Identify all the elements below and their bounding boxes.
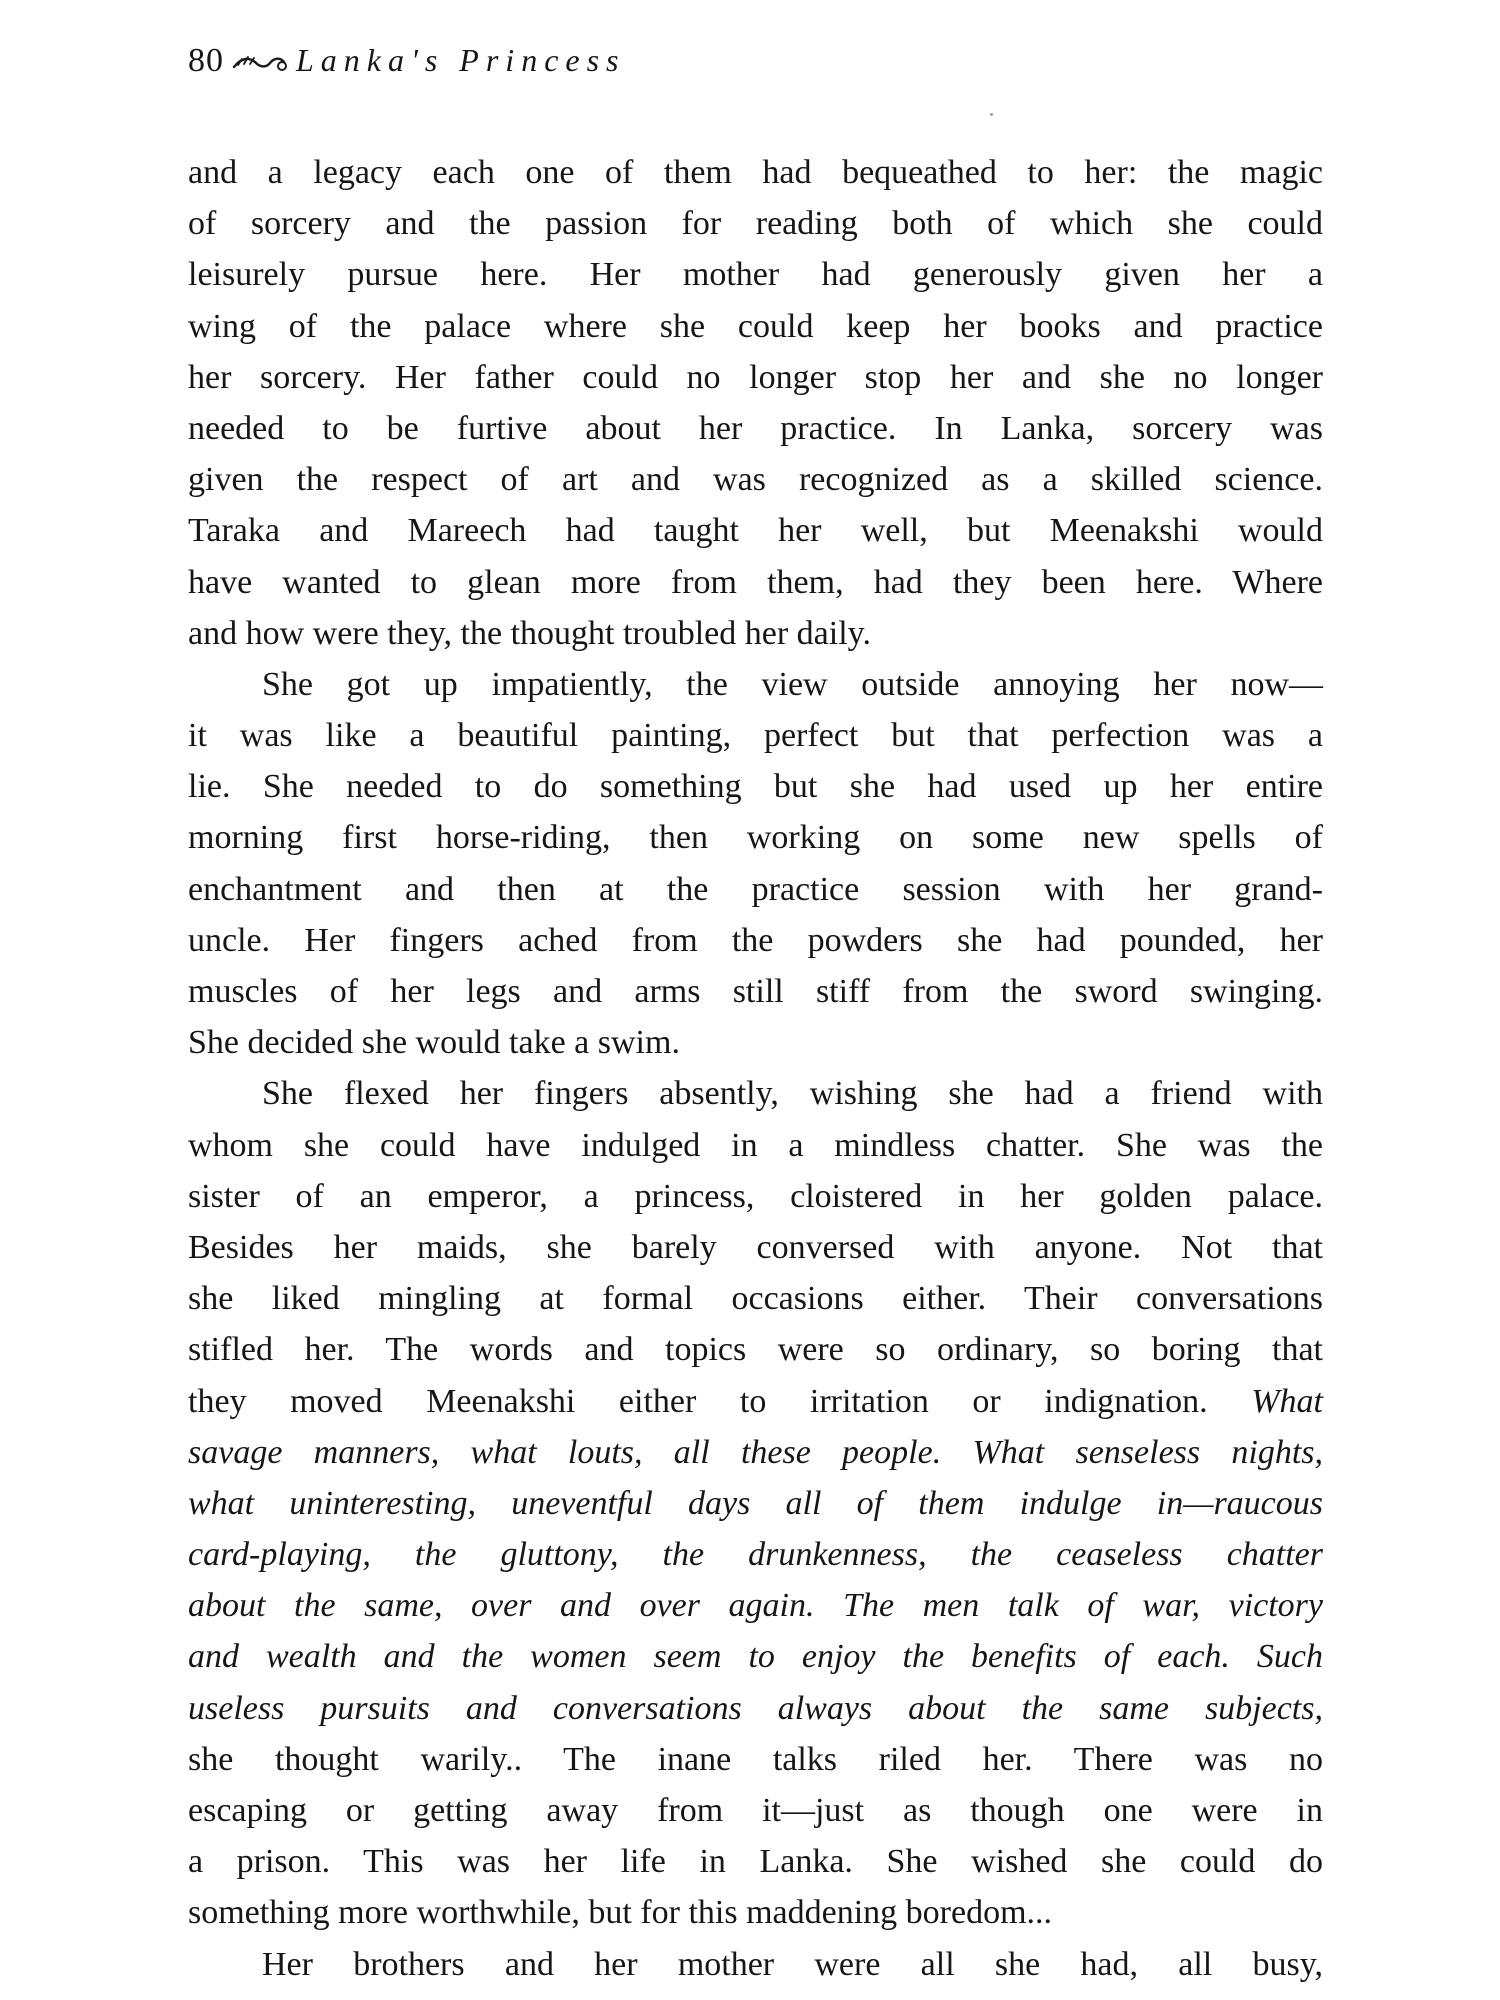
text-line: wing of the palace where she could keep her books and practice <box>188 307 1323 345</box>
text-line: have wanted to glean more from them, had they been here. Where <box>188 563 1323 601</box>
text-line: lie. She needed to do something but she had used up her entire <box>188 768 1323 806</box>
text-line: her sorcery. Her father could no longer stop her and she no longer <box>188 358 1323 396</box>
text-line: useless pursuits and conversations always about the same subjects, <box>188 1689 1323 1727</box>
text-line: a prison. This was her life in Lanka. She wished she could do <box>188 1843 1323 1881</box>
text-line: she liked mingling at formal occasions either. Their conversations <box>188 1280 1323 1318</box>
body-text <box>188 147 1323 1990</box>
text-line: what uninteresting, uneventful days all of them indulge in—raucous <box>188 1484 1323 1522</box>
text-line: and wealth and the women seem to enjoy the benefits of each. Such <box>188 1638 1323 1676</box>
text-line: Her brothers and her mother were all she had, all busy, <box>262 1945 1323 1983</box>
text-line: given the respect of art and was recognized as a skilled science. <box>188 461 1323 499</box>
text-line: muscles of her legs and arms still stiff from the sword swinging. <box>188 973 1323 1010</box>
text-line: about the same, over and over again. The men talk of war, victory <box>188 1587 1323 1625</box>
text-line: sister of an emperor, a princess, cloistered in her golden palace. <box>188 1177 1323 1215</box>
text-line: of sorcery and the passion for reading both of which she could <box>188 205 1323 243</box>
text-line: something more worthwhile, but for this maddening boredom... <box>188 1894 1053 1932</box>
text-line: it was like a beautiful painting, perfect but that perfection was a <box>188 717 1323 755</box>
text-line: needed to be furtive about her practice. In Lanka, sorcery was <box>188 409 1323 447</box>
running-header <box>188 36 626 85</box>
text-line: leisurely pursue here. Her mother had generously given her a <box>188 256 1323 294</box>
text-line: She decided she would take a swim. <box>188 1024 680 1062</box>
text-line: She flexed her fingers absently, wishing she had a friend with <box>262 1075 1323 1113</box>
text-line: uncle. Her fingers ached from the powders she had pounded, her <box>188 921 1323 959</box>
book-title: Lanka's Princess <box>296 42 626 78</box>
text-line: whom she could have indulged in a mindless chatter. She was the <box>188 1126 1323 1164</box>
text-line: and a legacy each one of them had bequeathed to her: the magic <box>188 154 1323 191</box>
text-line: enchantment and then at the practice session with her grand- <box>188 870 1323 908</box>
italic-segment: What <box>1251 1382 1324 1420</box>
text-line: Taraka and Mareech had taught her well, but Meenakshi would <box>188 512 1323 550</box>
text-line: Besides her maids, she barely conversed with anyone. Not that <box>188 1228 1323 1266</box>
text-line: She got up impatiently, the view outside annoying her now— <box>262 665 1323 703</box>
text-line: and how were they, the thought troubled her daily. <box>188 614 871 652</box>
text-line <box>188 1376 1323 1427</box>
text-line: escaping or getting away from it—just as though one were in <box>188 1792 1323 1829</box>
print-speck <box>990 113 993 116</box>
text-line: stifled her. The words and topics were so ordinary, so boring that <box>188 1331 1323 1369</box>
text-line: morning first horse-riding, then working on some new spells of <box>188 819 1323 857</box>
text-segment: they moved Meenakshi either to irritation or indignation. <box>188 1382 1208 1420</box>
page-number: 80 <box>188 42 224 79</box>
text-line: card-playing, the gluttony, the drunkenness, the ceaseless chatter <box>188 1536 1323 1574</box>
swirl-ornament-icon <box>232 51 290 73</box>
text-line: she thought warily.. The inane talks riled her. There was no <box>188 1740 1323 1778</box>
text-line: savage manners, what louts, all these people. What senseless nights, <box>188 1433 1323 1471</box>
